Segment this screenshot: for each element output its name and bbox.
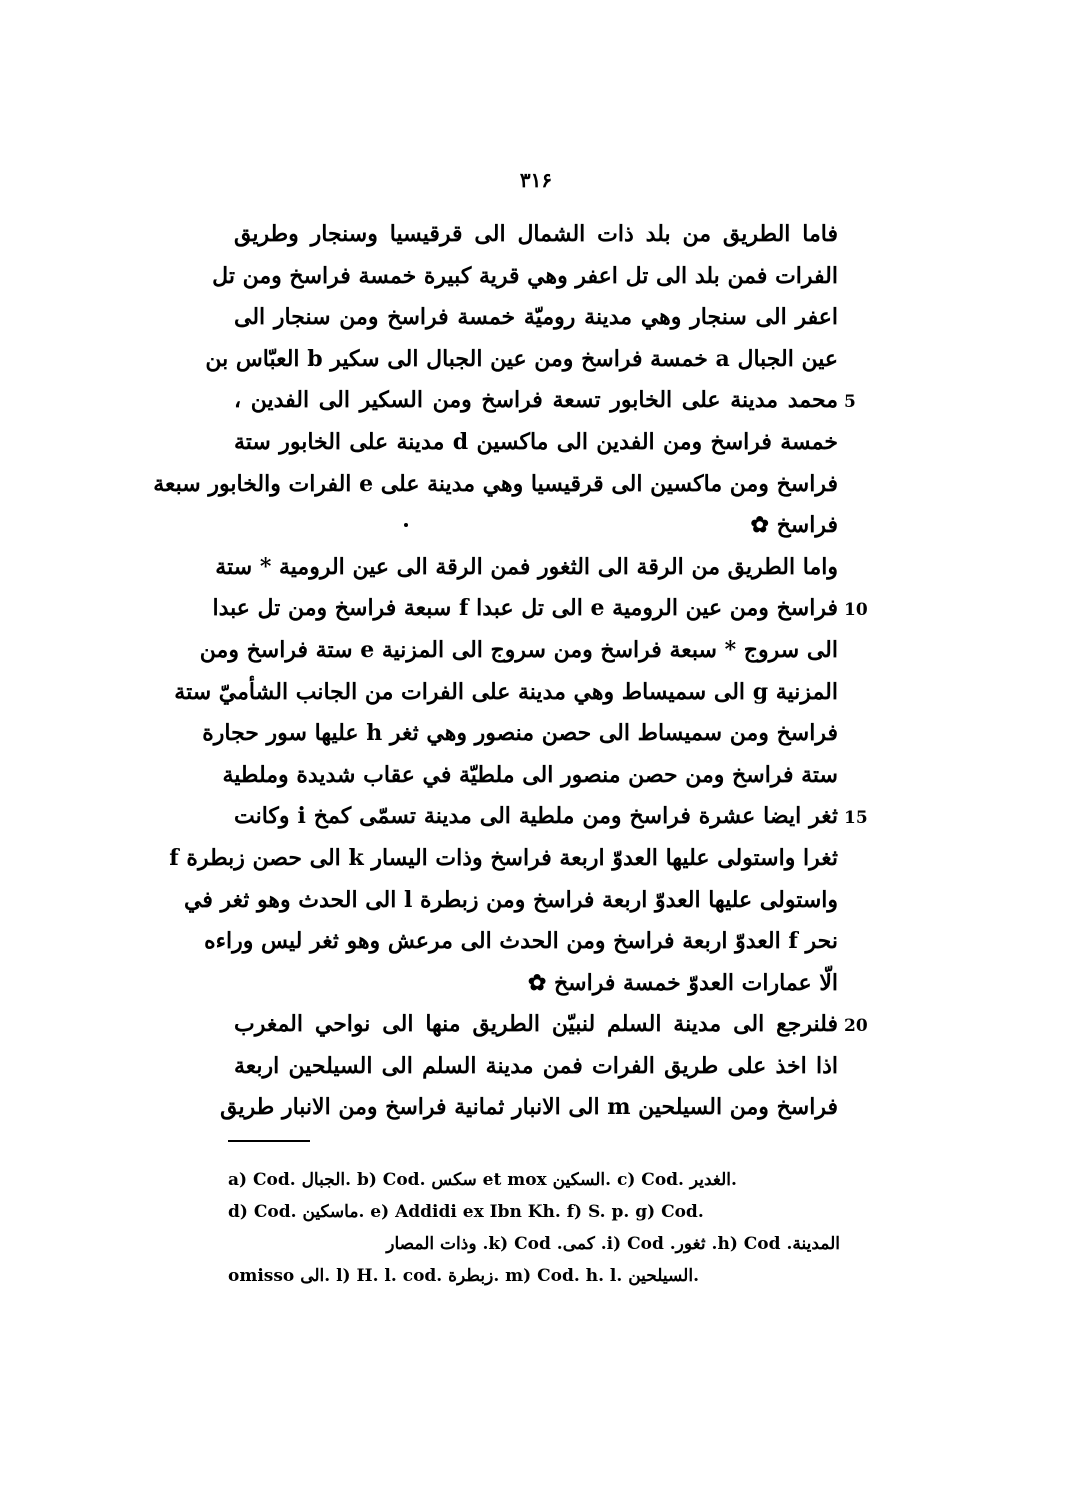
text-line (160, 713, 920, 755)
line-number: 10 (844, 600, 868, 621)
line-text: خمسة فراسخ ومن الفدين الى ماكسين d مدينة على الخابور ستة (234, 428, 838, 455)
line-text: الى سروج * سبعة فراسخ ومن سروج الى المزنية e ستة فراسخ ومن (199, 636, 838, 663)
footnote-rule (228, 1140, 310, 1142)
text-line (160, 339, 920, 381)
stray-dot (404, 523, 408, 527)
line-text: فراسخ ومن ماكسين الى قرقيسيا وهي مدينة على e الفرات والخابور سبعة (153, 470, 838, 497)
text-line (160, 921, 920, 963)
line-text: فراسخ ✿ (750, 512, 838, 539)
line-text: عين الجبال a خمسة فراسخ ومن عين الجبال الى سكير b العبّاس بن (205, 345, 838, 372)
line-text: فاما الطريق من بلد ذات الشمال الى قرقيسيا وسنجار وطريق (234, 221, 838, 247)
text-line (160, 588, 920, 630)
footnote-line: a) Cod. الجبال. b) Cod. سكس et mox السكين. c) Cod. الغدير. (228, 1170, 737, 1190)
text-line (160, 880, 920, 922)
text-line (160, 838, 920, 880)
line-text: ستة فراسخ ومن حصن منصور الى ملطيّة في عقاب شديدة وملطية (222, 761, 838, 788)
line-text: فراسخ ومن عين الرومية e الى تل عبدا f سبعة فراسخ ومن تل عبدا (212, 595, 838, 622)
line-text: ثغرا واستولى عليها العدوّ اربعة فراسخ وذات اليسار k الى حصن زبطرة f (169, 844, 838, 871)
line-text: فراسخ ومن السيلحين m الى الانبار ثمانية فراسخ ومن الانبار طريق (220, 1094, 838, 1121)
line-text: واستولى عليها العدوّ اربعة فراسخ ومن زبطرة l الى الحدث وهو ثغر في (183, 886, 838, 913)
text-line (153, 464, 920, 506)
line-text: اذا اخذ على طريق الفرات فمن مدينة السلم الى السيلحين اربعة (234, 1052, 838, 1079)
line-number: 15 (844, 808, 868, 829)
text-line (160, 1004, 920, 1046)
page-number: ۳۱۶ (519, 168, 553, 192)
line-text: اعفر الى سنجار وهي مدينة روميّة خمسة فراسخ ومن سنجار الى (234, 304, 838, 331)
main-text (153, 214, 920, 1129)
footnote-line: omisso الى. l) H. l. cod. زبطرة. m) Cod. h. l. السيلحين. (228, 1266, 699, 1286)
line-number: 5 (844, 392, 856, 413)
footnote-line: المدينة. h) Cod. ثغور. i) Cod. كمى. k) Cod. وذات المصار (386, 1234, 840, 1254)
line-text: فلنرجع الى مدينة السلم لنبيّن الطريق منها الى نواحي المغرب (234, 1011, 838, 1038)
text-line (160, 672, 920, 714)
line-text: ثغر ايضا عشرة فراسخ ومن ملطية الى مدينة تسمّى كمخ i وكانت (234, 803, 839, 830)
text-line (160, 547, 920, 589)
footnotes (228, 1164, 840, 1292)
text-line (160, 630, 920, 672)
text-line (160, 297, 920, 339)
text-line (160, 963, 920, 1005)
text-line (160, 256, 920, 298)
line-text: واما الطريق من الرقة الى الثغور فمن الرقة الى عين الرومية * ستة (215, 553, 838, 580)
text-line (160, 755, 920, 797)
footnote-line: d) Cod. ماسكين. e) Addidi ex Ibn Kh. f) S. p. g) Cod. (228, 1202, 704, 1222)
line-text: نحر f العدوّ اربعة فراسخ ومن الحدث الى مرعش وهو ثغر ليس وراءه (204, 928, 838, 955)
line-text: الّا عمارات العدوّ خمسة فراسخ ✿ (527, 969, 838, 996)
line-text: محمد مدينة على الخابور تسعة فراسخ ومن السكير الى الفدين ، (234, 387, 838, 414)
text-line (160, 380, 920, 422)
line-number: 20 (844, 1016, 868, 1037)
text-line (160, 796, 920, 838)
line-text: الفرات فمن بلد الى تل اعفر وهي قرية كبيرة خمسة فراسخ ومن تل (212, 262, 838, 289)
text-line (160, 214, 920, 256)
text-line (160, 422, 920, 464)
line-text: فراسخ ومن سميساط الى حصن منصور وهي ثغر h عليها سور حجارة (202, 720, 838, 747)
text-line (160, 1087, 920, 1129)
text-line (160, 505, 920, 547)
line-text: المزنية g الى سميساط وهي مدينة على الفرات من الجانب الشأميّ ستة (174, 678, 838, 705)
text-line (160, 1046, 920, 1088)
